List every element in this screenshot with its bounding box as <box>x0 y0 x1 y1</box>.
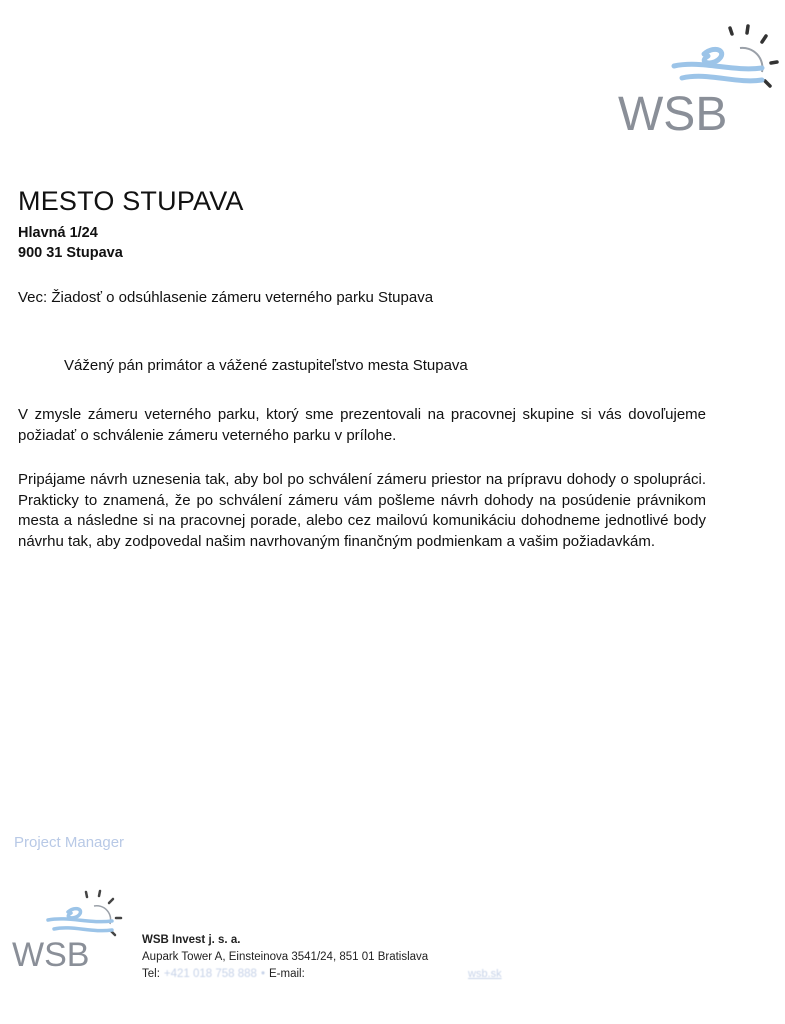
signature-role: Project Manager <box>14 834 125 851</box>
recipient-name: MESTO STUPAVA <box>18 186 244 216</box>
contact-row <box>142 966 428 983</box>
tel-value: +421 018 758 888 <box>163 968 257 980</box>
footer-company-info <box>142 932 428 983</box>
footer-wsb-logo <box>10 888 125 970</box>
recipient-city: 900 31 Stupava <box>18 245 123 261</box>
paragraph-2: Pripájame návrh uznesenia tak, aby bol po schválení zámeru priestor na prípravu dohody o spolupráci. Prakticky to znamená, že po schválení zámeru vám pošleme návrh dohody na posúdenie právnikom mesta a následne si na pracovnej porade, alebo cez mailovú komunikáciu dohodneme jednotlivé body návrhu tak, aby zodpovedal našim navrhovaným finančným podmienkam a vašim požiadavkám. <box>18 471 706 550</box>
company-address: Aupark Tower A, Einsteinova 3541/24, 851 01 Bratislava <box>142 951 429 963</box>
website-link[interactable]: wsb.sk <box>468 968 502 980</box>
salutation: Vážený pán primátor a vážené zastupiteľstvo mesta Stupava <box>64 357 468 374</box>
bullet: • <box>260 968 265 980</box>
footer-wave-icon <box>48 909 112 931</box>
letter-subject: Vec: Žiadosť o odsúhlasenie zámeru veterného parku Stupava <box>18 289 434 306</box>
sun-rays-icon <box>730 26 777 86</box>
paragraph-1: V zmysle zámeru veterného parku, ktorý sme prezentovali na pracovnej skupine si vás dovoľujeme požiadať o schválenie zámeru veterného parku v prílohe. <box>18 406 706 444</box>
tel-label: Tel: <box>142 968 160 980</box>
email-label: E-mail: <box>269 968 305 980</box>
wave-icon <box>674 49 762 81</box>
wsb-logo <box>612 18 782 138</box>
logo-text: WSB <box>618 88 728 138</box>
recipient-block <box>18 186 244 263</box>
recipient-street: Hlavná 1/24 <box>18 225 98 241</box>
company-name: WSB Invest j. s. a. <box>142 934 241 946</box>
footer-logo-text: WSB <box>12 936 90 970</box>
